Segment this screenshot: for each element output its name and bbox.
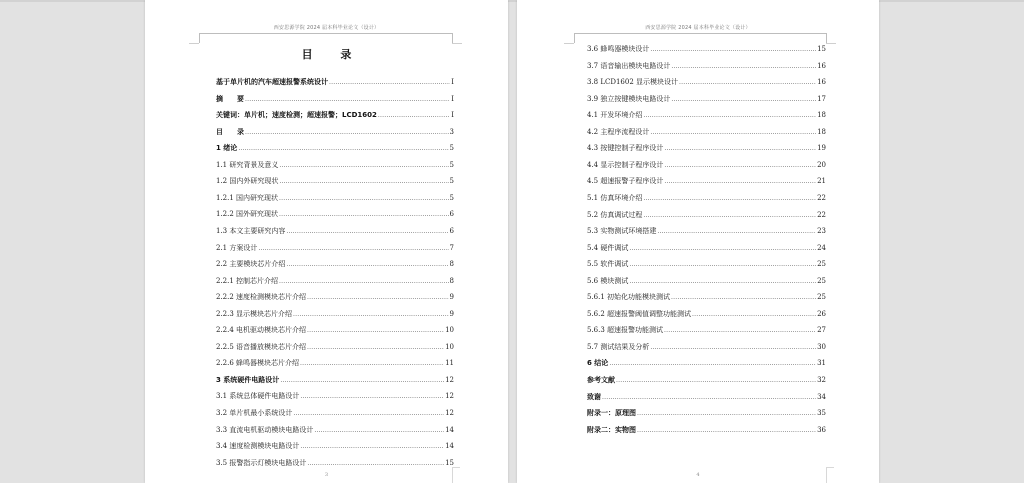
running-header: 西安思源学院 2024 届本科毕业论文（设计） <box>273 25 380 31</box>
toc-entry-label: 2.2.3 显示模块芯片介绍 <box>216 309 293 318</box>
page-number: 4 <box>696 472 700 478</box>
toc-entry-page: 16 <box>817 61 826 70</box>
toc-entry-label: 1.2.1 国内研究现状 <box>216 193 279 202</box>
toc-leader-dots <box>650 45 816 54</box>
toc-entry-label: 1.3 本文主要研究内容 <box>216 226 286 235</box>
toc-entry-page: 14 <box>445 442 454 451</box>
toc-entry[interactable] <box>216 92 454 104</box>
toc-entry-label: 基于单片机的汽车超速报警系统设计 <box>216 78 328 86</box>
toc-entry-page: 12 <box>445 409 454 417</box>
header-rule <box>199 33 452 34</box>
toc-entry-label: 附录二：实物图 <box>587 425 636 434</box>
toc-entry[interactable] <box>587 191 826 203</box>
toc-leader-dots <box>300 442 444 451</box>
toc-entry[interactable] <box>587 174 826 186</box>
toc-entry-label: 2.2.2 速度检测模块芯片介绍 <box>216 293 307 302</box>
toc-entry-label: 1 绪论 <box>216 144 238 153</box>
toc-entry[interactable] <box>216 207 454 219</box>
toc-entry[interactable] <box>216 75 454 87</box>
toc-leader-dots <box>637 409 816 418</box>
toc-entry-page: 32 <box>817 376 826 384</box>
toc-entry-label: 3.9 独立按键模块电路设计 <box>587 94 671 103</box>
toc-entry-page: 36 <box>817 425 826 434</box>
toc-entry[interactable] <box>216 423 454 435</box>
header-rule <box>574 33 826 34</box>
toc-leader-dots <box>307 343 444 352</box>
toc-leader-dots <box>657 227 816 236</box>
toc-entry[interactable] <box>587 158 826 170</box>
toc-leader-dots <box>245 128 449 137</box>
toc-entry-label: 4.2 主程序流程设计 <box>587 127 650 136</box>
toc-entry-label: 3.1 系统总体硬件电路设计 <box>216 392 300 401</box>
toc-entry[interactable] <box>216 290 454 302</box>
toc-entry-label: 5.2 仿真调试过程 <box>587 210 643 219</box>
toc-entry-page: 25 <box>817 276 826 285</box>
toc-entry-page: 5 <box>449 177 454 186</box>
toc-entry-page: 17 <box>817 94 826 103</box>
toc-entry-page: 19 <box>817 144 826 153</box>
toc-leader-dots <box>258 244 448 253</box>
toc-entry[interactable] <box>216 323 454 335</box>
toc-title: 目 录 <box>301 48 364 61</box>
toc-leader-dots <box>643 111 816 120</box>
toc-leader-dots <box>629 277 816 286</box>
toc-entry[interactable] <box>587 75 826 87</box>
toc-entry-page: 12 <box>445 392 454 401</box>
toc-entry[interactable] <box>216 340 454 352</box>
header-corner-left-tick <box>189 43 199 44</box>
toc-entry-page: 27 <box>817 326 826 335</box>
toc-entry-page: 5 <box>449 144 454 153</box>
toc-leader-dots <box>692 310 816 319</box>
toc-entry-label: 2.2 主要模块芯片介绍 <box>216 260 286 269</box>
toc-entry[interactable] <box>587 241 826 253</box>
toc-entry[interactable] <box>587 290 826 302</box>
toc-leader-dots <box>279 277 448 286</box>
toc-entry[interactable] <box>587 224 826 236</box>
toc-entry-label: 3.7 语音输出模块电路设计 <box>587 61 671 70</box>
toc-entry[interactable] <box>216 274 454 286</box>
toc-leader-dots <box>616 376 816 385</box>
header-corner-right <box>452 33 453 43</box>
toc-entry[interactable] <box>587 307 826 319</box>
toc-leader-dots <box>664 177 816 186</box>
toc-entry[interactable] <box>587 125 826 137</box>
toc-entry-label: 3.2 单片机最小系统设计 <box>216 409 293 417</box>
toc-leader-dots <box>307 293 448 302</box>
toc-entry-page: 3 <box>449 127 454 136</box>
toc-entry-label: 致谢 <box>587 392 601 401</box>
running-header: 西安思源学院 2024 届本科毕业论文（设计） <box>645 25 751 31</box>
header-corner-left <box>199 33 200 43</box>
header-corner-right-tick <box>452 43 462 44</box>
toc-leader-dots <box>629 260 816 269</box>
toc-entry-page: 16 <box>817 78 826 87</box>
toc-entry[interactable] <box>216 224 454 236</box>
toc-entry-page: 18 <box>817 127 826 136</box>
toc-leader-dots <box>671 95 816 104</box>
toc-entry[interactable] <box>216 108 454 120</box>
footer-corner <box>826 467 827 483</box>
toc-entry[interactable] <box>587 42 826 54</box>
page-3[interactable] <box>145 0 508 483</box>
toc-entry[interactable] <box>587 208 826 220</box>
toc-leader-dots <box>664 326 816 335</box>
toc-leader-dots <box>307 326 444 335</box>
toc-entry[interactable] <box>587 340 826 352</box>
toc-entry[interactable] <box>216 456 454 468</box>
toc-leader-dots <box>664 144 816 153</box>
toc-entry-label: 摘 要 <box>216 94 244 103</box>
toc-entry-page: 8 <box>449 260 454 269</box>
toc-entry-label: 1.2 国内外研究现状 <box>216 177 279 186</box>
toc-entry-label: 5.7 测试结果及分析 <box>587 342 650 351</box>
toc-entry-page: I <box>451 111 454 120</box>
toc-entry[interactable] <box>587 390 826 402</box>
toc-entry[interactable] <box>216 406 454 418</box>
toc-entry[interactable] <box>587 141 826 153</box>
toc-entry-page: I <box>451 94 454 103</box>
toc-entry-label: 2.2.4 电机驱动模块芯片介绍 <box>216 326 307 335</box>
toc-leader-dots <box>650 343 816 352</box>
header-corner-right-tick <box>826 43 836 44</box>
toc-entry-label: 3.6 蜂鸣器模块设计 <box>587 45 650 53</box>
toc-entry[interactable] <box>216 191 454 203</box>
toc-entry-page: 5 <box>449 160 454 169</box>
toc-entry-label: 4.4 显示控制子程序设计 <box>587 160 664 169</box>
toc-leader-dots <box>671 293 816 302</box>
toc-entry[interactable] <box>587 373 826 385</box>
toc-entry-page: 22 <box>817 193 826 202</box>
toc-leader-dots <box>279 194 448 203</box>
toc-entry-page: 35 <box>817 409 826 418</box>
toc-entry-page: 26 <box>817 309 826 318</box>
toc-entry-label: 5.6.1 初始化功能模块测试 <box>587 293 671 302</box>
toc-leader-dots <box>671 62 816 71</box>
toc-leader-dots <box>643 194 816 203</box>
toc-entry[interactable] <box>216 439 454 451</box>
toc-leader-dots <box>238 144 448 153</box>
toc-entry-label: 4.3 按键控制子程序设计 <box>587 144 664 153</box>
toc-entry-label: 参考文献 <box>587 376 615 384</box>
toc-entry-page: 24 <box>817 243 826 252</box>
toc-entry[interactable] <box>216 158 454 170</box>
toc-entry[interactable] <box>216 373 454 385</box>
toc-entry-page: 6 <box>449 226 454 235</box>
toc-entry-page: 20 <box>817 160 826 169</box>
toc-entry-page: 25 <box>817 260 826 269</box>
toc-leader-dots <box>643 211 816 220</box>
toc-entry-page: 6 <box>449 210 454 219</box>
toc-entry-page: 12 <box>445 375 454 384</box>
toc-leader-dots <box>609 359 816 368</box>
toc-entry-page: 11 <box>445 359 454 368</box>
toc-entry[interactable] <box>216 307 454 319</box>
toc-entry-page: 25 <box>817 293 826 302</box>
toc-entry-label: 5.4 硬件调试 <box>587 243 629 252</box>
toc-entry-label: 5.3 实物测试环境搭建 <box>587 227 657 236</box>
toc-entry-page: 14 <box>445 425 454 434</box>
toc-entry-label: 3.4 速度检测模块电路设计 <box>216 442 300 451</box>
toc-entry-label: 3.3 直流电机驱动模块电路设计 <box>216 425 314 434</box>
toc-entry[interactable] <box>587 59 826 71</box>
page-4[interactable] <box>517 0 879 483</box>
toc-entry-page: 18 <box>817 111 826 120</box>
toc-leader-dots <box>286 227 448 236</box>
toc-entry[interactable] <box>587 92 826 104</box>
toc-entry-page: I <box>451 78 454 86</box>
toc-leader-dots <box>650 128 816 137</box>
toc-entry-page: 21 <box>817 177 826 186</box>
toc-leader-dots <box>300 392 444 401</box>
toc-leader-dots <box>279 210 448 219</box>
toc-entry-label: 5.6.2 超速报警阈值调整功能测试 <box>587 309 692 318</box>
toc-entry[interactable] <box>216 125 454 137</box>
toc-entry[interactable] <box>587 257 826 269</box>
toc-entry[interactable] <box>587 406 826 418</box>
toc-leader-dots <box>286 260 448 269</box>
toc-entry-page: 23 <box>817 227 826 236</box>
toc-entry[interactable] <box>216 174 454 186</box>
toc-leader-dots <box>293 409 444 418</box>
toc-entry-label: 1.1 研究背景及意义 <box>216 160 279 169</box>
toc-entry[interactable] <box>587 274 826 286</box>
toc-entry-page: 10 <box>445 342 454 351</box>
toc-leader-dots <box>279 177 448 186</box>
toc-entry-label: 5.6.3 超速报警功能测试 <box>587 326 664 335</box>
toc-entry[interactable] <box>587 423 826 435</box>
toc-entry-page: 15 <box>817 45 826 53</box>
toc-entry[interactable] <box>216 389 454 401</box>
toc-entry-label: 4.5 超速报警子程序设计 <box>587 177 664 186</box>
toc-entry-label: 关键词：单片机；速度检测；超速报警；LCD1602 <box>216 111 377 120</box>
toc-entry-page: 22 <box>817 210 826 219</box>
footer-corner-tick <box>826 467 834 468</box>
toc-entry-label: 4.1 开发环境介绍 <box>587 111 643 120</box>
footer-corner-tick <box>452 467 460 468</box>
toc-entry-label: 3 系统硬件电路设计 <box>216 375 280 384</box>
toc-entry[interactable] <box>216 141 454 153</box>
toc-entry-label: 2.2.1 控制芯片介绍 <box>216 276 279 285</box>
toc-entry-page: 9 <box>449 309 454 318</box>
toc-entry[interactable] <box>216 241 454 253</box>
toc-entry-page: 5 <box>449 193 454 202</box>
toc-entry-label: 5.5 软件调试 <box>587 260 629 269</box>
toc-leader-dots <box>280 376 444 385</box>
toc-entry-page: 7 <box>449 243 454 252</box>
toc-entry-page: 8 <box>449 276 454 285</box>
page-number: 3 <box>324 472 329 478</box>
toc-entry-page: 9 <box>449 293 454 302</box>
toc-leader-dots <box>637 426 816 435</box>
toc-entry[interactable] <box>216 356 454 368</box>
toc-entry-label: 2.2.6 蜂鸣器模块芯片介绍 <box>216 359 300 368</box>
toc-entry[interactable] <box>216 257 454 269</box>
toc-entry[interactable] <box>587 323 826 335</box>
toc-entry-label: 附录一：原理图 <box>587 409 636 418</box>
toc-entry-label: 3.5 报警指示灯模块电路设计 <box>216 458 307 467</box>
header-corner-right <box>826 33 827 43</box>
toc-entry-page: 34 <box>817 392 826 401</box>
toc-entry-label: 3.8 LCD1602 显示模块设计 <box>587 78 679 87</box>
toc-leader-dots <box>664 161 816 170</box>
header-corner-left-tick <box>564 43 574 44</box>
toc-leader-dots <box>629 244 816 253</box>
toc-leader-dots <box>307 459 444 468</box>
toc-leader-dots <box>279 161 448 170</box>
toc-leader-dots <box>679 78 816 87</box>
toc-entry-label: 目 录 <box>216 127 244 136</box>
toc-leader-dots <box>293 310 448 319</box>
toc-leader-dots <box>602 393 816 402</box>
toc-entry-page: 15 <box>445 458 454 467</box>
toc-leader-dots <box>245 95 450 104</box>
footer-corner <box>452 467 453 483</box>
toc-entry-page: 30 <box>817 342 826 351</box>
toc-leader-dots <box>329 78 450 87</box>
toc-entry-page: 10 <box>445 326 454 335</box>
toc-entry-page: 31 <box>817 359 826 368</box>
toc-entry-label: 5.1 仿真环境介绍 <box>587 193 643 202</box>
toc-leader-dots <box>378 111 450 120</box>
toc-entry[interactable] <box>587 108 826 120</box>
toc-entry-label: 2.2.5 语音播放模块芯片介绍 <box>216 342 307 351</box>
header-corner-left <box>574 33 575 43</box>
toc-entry-label: 5.6 模块测试 <box>587 276 629 285</box>
toc-entry-label: 1.2.2 国外研究现状 <box>216 210 279 219</box>
toc-entry[interactable] <box>587 356 826 368</box>
toc-entry-label: 6 结论 <box>587 359 609 368</box>
toc-leader-dots <box>314 426 444 435</box>
toc-leader-dots <box>300 359 444 368</box>
toc-entry-label: 2.1 方案设计 <box>216 243 258 252</box>
